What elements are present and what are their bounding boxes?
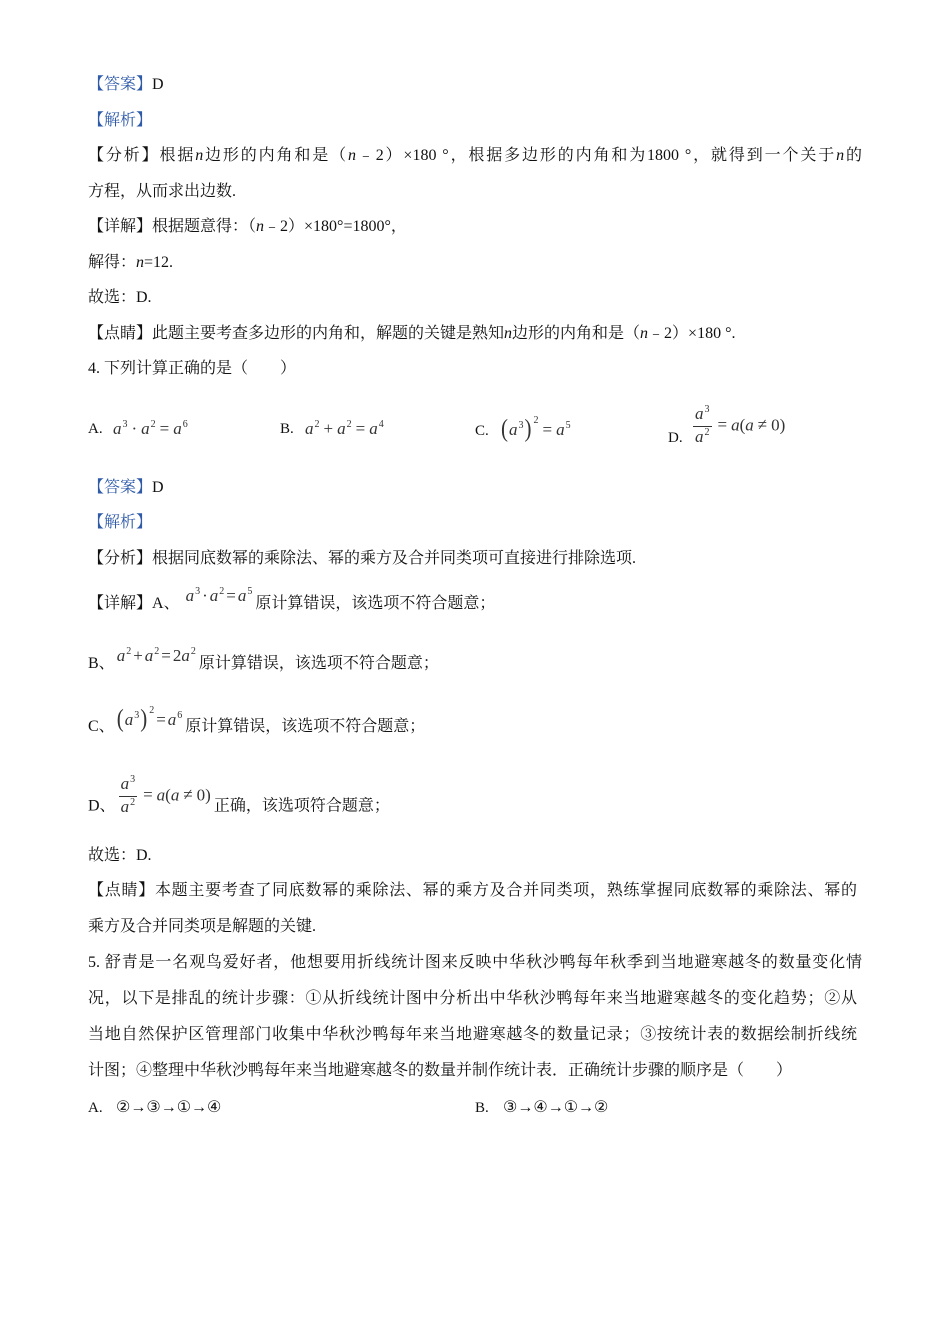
math-exponent: 3 [130, 774, 136, 785]
math-variable: a [695, 427, 704, 446]
detail-verdict: 正确，该选项符合题意； [213, 797, 390, 815]
q4-answer-line [88, 478, 164, 498]
math-exponent: 2 [154, 646, 160, 657]
analysis-tag: 【分析】 [88, 147, 160, 164]
formula [117, 646, 196, 669]
comment-tag: 【点睛】 [88, 325, 153, 342]
detail-option-letter: A、 [152, 595, 180, 612]
q5-option-a [88, 1098, 221, 1118]
detail-option-letter: C、 [88, 718, 115, 735]
math-number: 2 [172, 646, 182, 665]
math-exponent: 3 [518, 420, 524, 431]
math-number: 0 [196, 785, 206, 805]
q3-comment-line1 [88, 324, 735, 344]
math-operator: = [156, 710, 166, 729]
math-exponent: 2 [126, 646, 132, 657]
option-label: C. [475, 423, 489, 439]
math-variable: a [556, 420, 565, 439]
math-operator: · [202, 586, 208, 605]
math-operator: ≠ [183, 785, 193, 805]
math-variable: a [144, 646, 154, 665]
math-exponent: 2 [219, 586, 225, 597]
math-paren: ) [205, 785, 211, 805]
math-operator: = [542, 420, 553, 439]
q4-option-b [280, 418, 384, 441]
text-segment: =12. [144, 254, 174, 271]
math-operator: · [131, 419, 138, 438]
answer-tag: 【答案】 [88, 479, 153, 496]
math-paren: ( [739, 415, 746, 435]
math-number: 0 [771, 415, 780, 435]
option-label: A. [88, 1100, 103, 1116]
comment-tag: 【点睛】 [88, 882, 155, 899]
math-exponent: 5 [247, 586, 253, 597]
detail-tag: 【详解】 [88, 218, 153, 235]
analysis-tag: 【分析】 [88, 550, 153, 567]
text-segment: ﹣2）×180 °，根据多边形的内角和为1800 °，就得到一个关于 [355, 147, 837, 164]
math-variable: a [237, 586, 247, 605]
answer-value: D [152, 479, 164, 496]
math-exponent: 2 [704, 427, 710, 438]
math-variable: a [124, 710, 134, 729]
math-variable: a [745, 415, 754, 435]
math-paren: ) [140, 703, 148, 733]
math-variable: n [640, 325, 649, 342]
answer-tag: 【答案】 [88, 76, 153, 93]
math-variable: a [141, 419, 150, 438]
q4-option-c [475, 413, 571, 443]
q4-comment-line2: 乘方及合并同类项是解题的关键. [88, 918, 317, 935]
option-label: A. [88, 421, 103, 437]
comment-text: 本题主要考查了同底数幂的乘除法、幂的乘方及合并同类项，熟练掌握同底数幂的乘除法、幂的 [154, 882, 857, 899]
math-variable: n [347, 147, 356, 164]
math-paren: ) [779, 415, 786, 435]
math-exponent: 3 [195, 586, 201, 597]
q4-option-a [88, 418, 188, 441]
math-exponent: 6 [177, 710, 183, 721]
math-operator: = [226, 586, 236, 605]
math-variable: a [209, 586, 219, 605]
math-exponent: 2 [150, 419, 156, 430]
q4-comment-line1 [88, 881, 857, 901]
math-paren: ( [501, 413, 508, 443]
formula [500, 413, 571, 443]
q4-detail-a [88, 586, 496, 616]
math-variable: a [305, 419, 314, 438]
text-segment: 的 [844, 147, 862, 164]
math-exponent: 2 [346, 419, 352, 430]
q3-analysis-line1 [88, 146, 862, 166]
math-variable: a [337, 419, 346, 438]
answer-value: D [152, 76, 164, 93]
q4-explanation-tag: 【解析】 [88, 514, 153, 531]
math-variable: n [256, 218, 265, 235]
math-paren: ( [165, 785, 171, 805]
fraction-numerator [119, 776, 138, 797]
fraction [119, 776, 138, 817]
formula [693, 406, 785, 447]
q3-explanation-tag: 【解析】 [88, 112, 153, 129]
text-segment: 解得： [88, 254, 137, 271]
math-operator: + [323, 419, 334, 438]
detail-verdict: 原计算错误，该选项不符合题意； [198, 655, 439, 672]
math-exponent: 3 [704, 404, 710, 415]
math-exponent: 2 [190, 646, 196, 657]
text-segment: ﹣2）×180 °. [648, 325, 736, 342]
math-operator: = [717, 415, 728, 435]
detail-verdict: 原计算错误，该选项不符合题意； [185, 718, 426, 735]
text-segment: 根据题意得：（ [152, 218, 257, 235]
detail-tag: 【详解】 [88, 595, 153, 612]
fraction [693, 406, 712, 447]
math-variable: a [509, 420, 518, 439]
math-paren: ) [524, 413, 532, 443]
fraction-numerator [693, 406, 712, 427]
text-segment: 此题主要考查多边形的内角和，解题的关键是熟知 [152, 325, 505, 342]
math-exponent: 2 [130, 797, 136, 808]
q4-analysis-line [88, 549, 636, 569]
q3-conclusion: 故选：D. [88, 289, 152, 306]
math-variable: a [181, 646, 190, 665]
math-variable: a [185, 586, 195, 605]
math-variable: a [116, 646, 126, 665]
formula [116, 703, 183, 733]
math-variable: n [836, 147, 845, 164]
math-operator: + [133, 646, 143, 665]
math-exponent: 2 [314, 419, 320, 430]
math-exponent: 2 [533, 415, 539, 426]
math-variable: a [167, 710, 177, 729]
math-variable: a [695, 404, 704, 423]
math-paren: ( [116, 703, 124, 733]
q4-option-d [668, 404, 786, 459]
q4-stem: 4. 下列计算正确的是（ ） [88, 360, 297, 377]
math-operator: = [355, 419, 366, 438]
detail-verdict: 原计算错误，该选项不符合题意； [255, 595, 496, 612]
fraction-denominator [693, 427, 712, 447]
math-exponent: 6 [182, 419, 188, 430]
math-exponent: 3 [122, 419, 128, 430]
q3-detail-line1 [88, 217, 407, 237]
option-label: B. [475, 1100, 489, 1116]
option-text: ③→④→①→② [503, 1099, 609, 1116]
q5-stem-line1: 5. 舒青是一名观鸟爱好者，他想要用折线统计图来反映中华秋沙鸭每年秋季到当地避寒越冬的数量变化情 [88, 954, 862, 971]
math-variable: n [504, 325, 513, 342]
math-operator: ≠ [757, 415, 768, 435]
math-exponent: 2 [149, 705, 155, 716]
detail-option-letter: B、 [88, 655, 115, 672]
math-operator: = [159, 419, 170, 438]
detail-option-letter: D、 [88, 797, 116, 815]
math-variable: a [120, 797, 130, 816]
text-segment: 边形的内角和是（ [203, 147, 348, 164]
analysis-text: 根据同底数幂的乘除法、幂的乘方及合并同类项可直接进行排除选项. [152, 550, 637, 567]
math-operator: = [143, 785, 153, 805]
formula [305, 419, 384, 442]
q3-analysis-line2: 方程，从而求出边数. [88, 183, 237, 200]
q3-answer-line [88, 75, 164, 95]
fraction-denominator [119, 797, 138, 817]
math-variable: a [369, 419, 378, 438]
formula [113, 419, 188, 442]
math-variable: a [170, 785, 180, 805]
option-label: D. [668, 430, 683, 447]
q4-detail-c [88, 703, 426, 739]
q5-stem-line2: 况，以下是排乱的统计步骤：①从折线统计图中分析出中华秋沙鸭每年来当地避寒越冬的变化趋势；②从 [88, 990, 857, 1007]
math-variable: n [136, 254, 145, 271]
q4-conclusion: 故选：D. [88, 847, 152, 864]
q4-detail-d [88, 774, 390, 827]
math-exponent: 3 [134, 710, 140, 721]
math-variable: a [173, 419, 182, 438]
text-segment: 边形的内角和是（ [512, 325, 641, 342]
math-operator: = [161, 646, 171, 665]
formula [186, 586, 253, 609]
q5-stem-line4: 计图；④整理中华秋沙鸭每年来当地避寒越冬的数量并制作统计表．正确统计步骤的顺序是（ ） [88, 1062, 793, 1079]
q5-option-b [475, 1098, 608, 1118]
option-label: B. [280, 421, 294, 437]
option-text: ②→③→①→④ [116, 1099, 222, 1116]
formula [119, 776, 211, 817]
q4-detail-b [88, 646, 439, 676]
math-variable: a [120, 774, 130, 793]
math-variable: a [731, 415, 740, 435]
math-exponent: 4 [378, 419, 384, 430]
math-exponent: 5 [565, 420, 571, 431]
text-segment: 根据 [159, 147, 196, 164]
math-variable: a [156, 785, 166, 805]
q3-detail-line2 [88, 253, 173, 273]
q5-stem-line3: 当地自然保护区管理部门收集中华秋沙鸭每年来当地避寒越冬的数量记录；③按统计表的数据绘制折线统 [88, 1026, 857, 1043]
text-segment: ﹣2）×180°=1800°， [264, 218, 407, 235]
math-variable: a [113, 419, 122, 438]
math-variable: n [195, 147, 204, 164]
